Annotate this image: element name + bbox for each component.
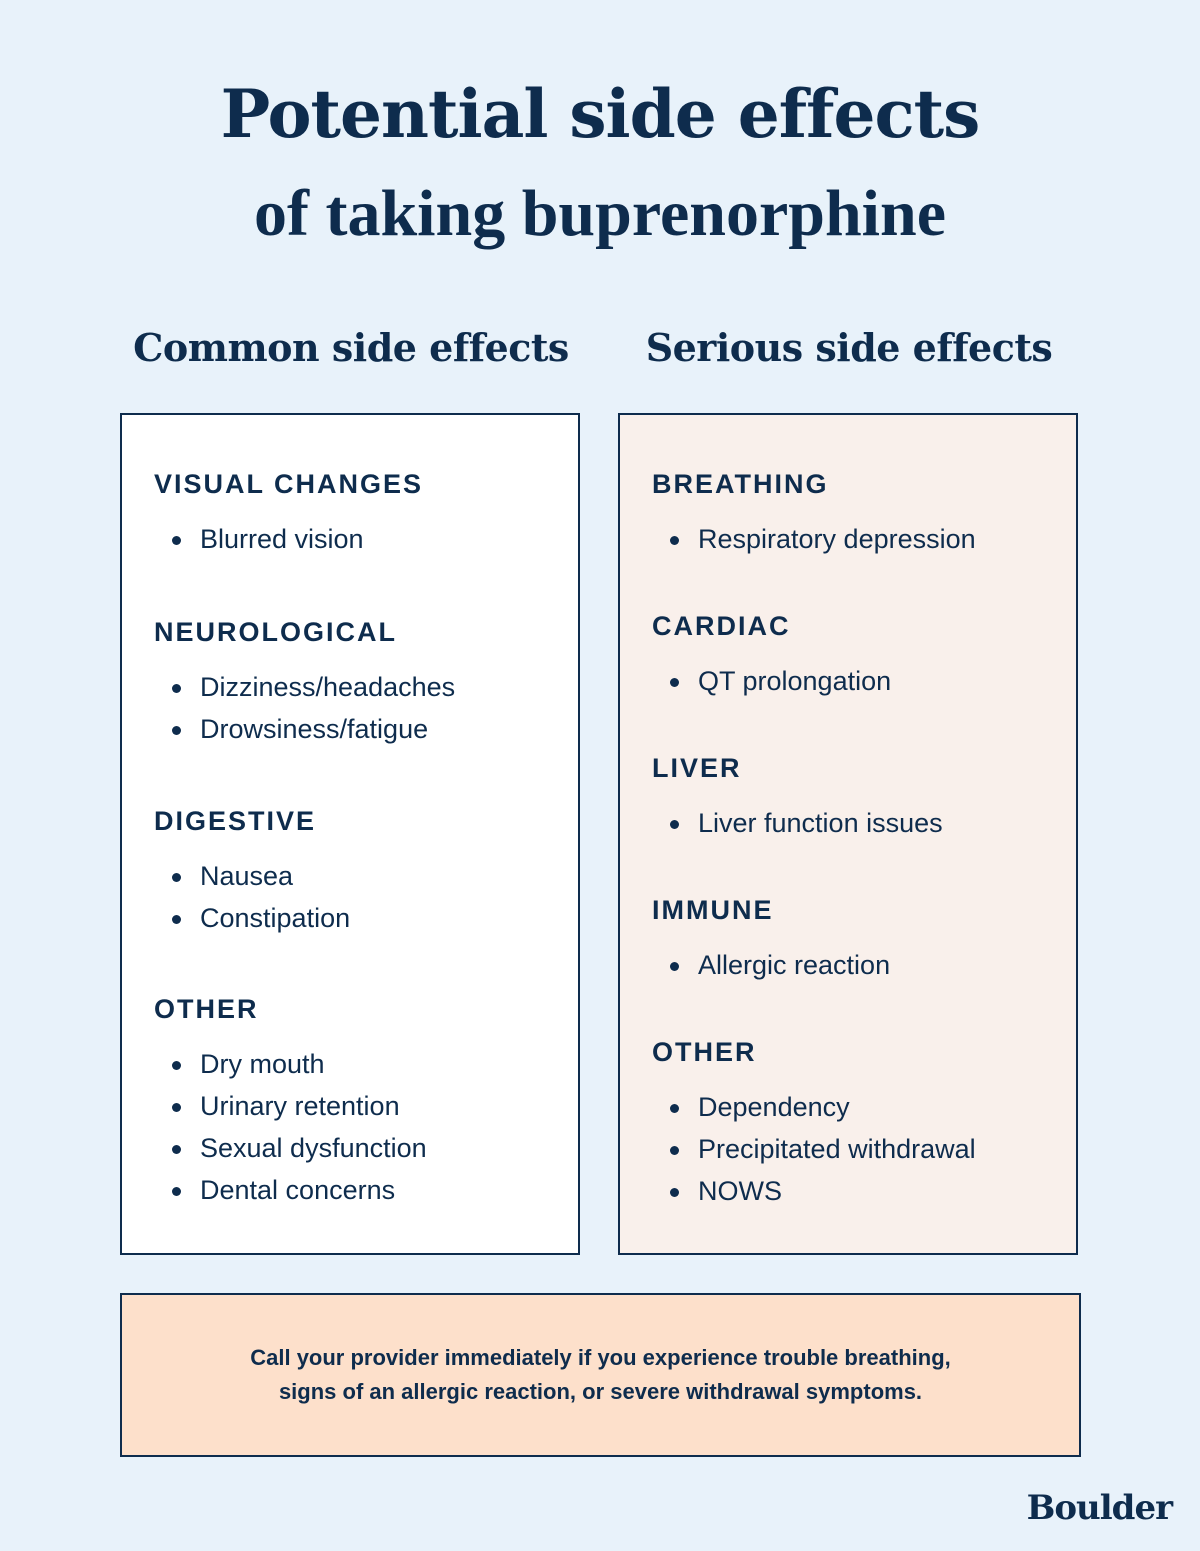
common-side-effects-heading: Common side effects (133, 325, 569, 370)
effect-label: QT prolongation (698, 666, 892, 696)
common-group-digestive (154, 804, 558, 939)
bullet-icon (172, 1103, 181, 1112)
effect-label: Precipitated withdrawal (698, 1134, 976, 1164)
effect-list (154, 1043, 558, 1211)
list-item (652, 944, 1056, 986)
brand-logo: Boulder (1026, 1488, 1172, 1528)
list-item (652, 802, 1056, 844)
effect-list (652, 518, 1056, 560)
bullet-icon (172, 726, 181, 735)
effect-label: Dry mouth (200, 1049, 325, 1079)
list-item (154, 855, 558, 897)
effect-list (154, 518, 558, 560)
serious-side-effects-heading: Serious side effects (645, 325, 1053, 370)
group-title: IMMUNE (652, 895, 774, 925)
page-title: Potential side effects (220, 75, 980, 153)
warning-notice (120, 1293, 1081, 1457)
list-item (652, 1170, 1056, 1212)
serious-group-breathing (652, 467, 1056, 560)
list-item (154, 708, 558, 750)
effect-label: NOWS (698, 1176, 782, 1206)
list-item (154, 1127, 558, 1169)
bullet-icon (172, 1145, 181, 1154)
page-subtitle: of taking buprenorphine (254, 177, 946, 250)
effect-list (652, 802, 1056, 844)
common-group-other (154, 992, 558, 1211)
list-item (154, 518, 558, 560)
serious-group-other (652, 1035, 1056, 1212)
serious-group-immune (652, 893, 1056, 986)
group-title: OTHER (154, 994, 259, 1024)
common-group-visual-changes (154, 467, 558, 560)
group-title: NEUROLOGICAL (154, 617, 397, 647)
group-title: DIGESTIVE (154, 806, 317, 836)
effect-label: Urinary retention (200, 1091, 400, 1121)
bullet-icon (172, 1061, 181, 1070)
effect-label: Constipation (200, 903, 351, 933)
effect-label: Dental concerns (200, 1175, 396, 1205)
effect-label: Respiratory depression (698, 524, 976, 554)
list-item (652, 660, 1056, 702)
list-item (652, 1086, 1056, 1128)
bullet-icon (172, 684, 181, 693)
effect-list (154, 666, 558, 750)
group-title: OTHER (652, 1037, 757, 1067)
list-item (154, 897, 558, 939)
group-title: BREATHING (652, 469, 829, 499)
list-item (154, 1043, 558, 1085)
effect-label: Sexual dysfunction (200, 1133, 427, 1163)
list-item (154, 666, 558, 708)
bullet-icon (670, 536, 679, 545)
bullet-icon (172, 873, 181, 882)
effect-label: Dependency (698, 1092, 850, 1122)
list-item (154, 1169, 558, 1211)
common-group-neurological (154, 615, 558, 750)
bullet-icon (172, 536, 181, 545)
effect-label: Allergic reaction (698, 950, 891, 980)
group-title: CARDIAC (652, 611, 791, 641)
effect-label: Dizziness/headaches (200, 672, 456, 702)
bullet-icon (172, 1187, 181, 1196)
bullet-icon (670, 1188, 679, 1197)
common-side-effects-panel (120, 413, 580, 1255)
warning-line-1: Call your provider immediately if you experience trouble breathing, (250, 1345, 951, 1370)
bullet-icon (670, 1146, 679, 1155)
list-item (154, 1085, 558, 1127)
serious-group-cardiac (652, 609, 1056, 702)
list-item (652, 518, 1056, 560)
effect-label: Liver function issues (698, 808, 943, 838)
effect-list (652, 944, 1056, 986)
bullet-icon (172, 915, 181, 924)
effect-list (652, 660, 1056, 702)
group-title: VISUAL CHANGES (154, 469, 424, 499)
group-title: LIVER (652, 753, 742, 783)
warning-text (201, 1341, 1001, 1409)
bullet-icon (670, 962, 679, 971)
effect-list (154, 855, 558, 939)
bullet-icon (670, 1104, 679, 1113)
effect-label: Drowsiness/fatigue (200, 714, 429, 744)
serious-group-liver (652, 751, 1056, 844)
effect-label: Nausea (200, 861, 294, 891)
bullet-icon (670, 820, 679, 829)
effect-list (652, 1086, 1056, 1212)
bullet-icon (670, 678, 679, 687)
warning-line-2: signs of an allergic reaction, or severe withdrawal symptoms. (278, 1379, 923, 1404)
list-item (652, 1128, 1056, 1170)
effect-label: Blurred vision (200, 524, 364, 554)
serious-side-effects-panel (618, 413, 1078, 1255)
